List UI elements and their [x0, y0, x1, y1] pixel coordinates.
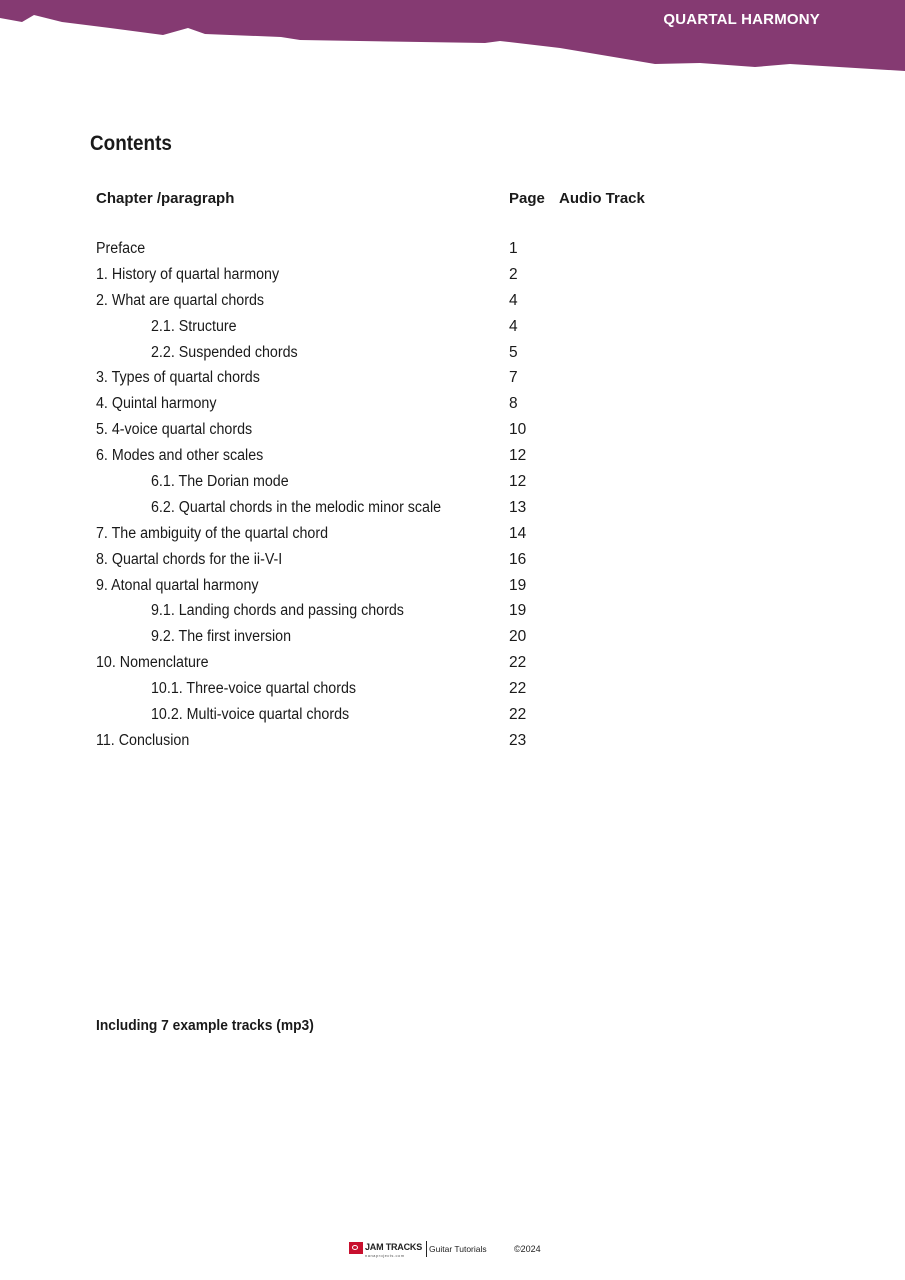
toc-entry-page: 19 [509, 576, 527, 594]
toc-entry [0, 525, 905, 551]
toc-entry-page: 5 [509, 343, 518, 361]
toc-entry [0, 421, 905, 447]
column-header-page: Page [509, 190, 545, 207]
toc-entry-page: 19 [509, 602, 527, 620]
toc-entry [0, 369, 905, 395]
toc-entry-title: 1. History of quartal harmony [96, 265, 280, 283]
toc-entry [0, 292, 905, 318]
toc-entry-title: 2.2. Suspended chords [151, 343, 298, 361]
toc-entry-title: 9. Atonal quartal harmony [96, 576, 259, 594]
footer-tagline: Guitar Tutorials [429, 1244, 487, 1254]
toc-entry-title: 7. The ambiguity of the quartal chord [96, 524, 328, 542]
toc-entry-title: 6.2. Quartal chords in the melodic minor scale [151, 498, 442, 516]
table-of-contents [0, 240, 905, 758]
footer-divider [426, 1241, 427, 1257]
toc-entry-page: 10 [509, 421, 527, 439]
toc-entry [0, 499, 905, 525]
toc-entry-page: 22 [509, 706, 527, 724]
toc-entry-title: 4. Quintal harmony [96, 395, 217, 413]
toc-entry [0, 680, 905, 706]
toc-entry-page: 13 [509, 498, 527, 516]
column-header-audio-track: Audio Track [559, 190, 645, 207]
toc-entry [0, 240, 905, 266]
toc-entry-title: 2. What are quartal chords [96, 291, 265, 309]
toc-entry-page: 7 [509, 369, 518, 387]
jam-tracks-logo-icon [349, 1242, 363, 1254]
column-header-chapter: Chapter /paragraph [96, 190, 235, 207]
toc-entry [0, 447, 905, 473]
toc-entry-title: 10. Nomenclature [96, 654, 209, 672]
toc-entry-title: 9.2. The first inversion [151, 628, 292, 646]
toc-entry-title: 8. Quartal chords for the ii-V-I [96, 550, 283, 568]
tracks-note: Including 7 example tracks (mp3) [96, 1017, 314, 1034]
toc-entry-title: 11. Conclusion [96, 731, 190, 749]
toc-entry-page: 22 [509, 680, 527, 698]
toc-entry-page: 12 [509, 447, 527, 465]
toc-entry [0, 344, 905, 370]
toc-entry-page: 2 [509, 265, 518, 283]
toc-entry [0, 706, 905, 732]
toc-entry-page: 22 [509, 654, 527, 672]
toc-entry-title: 3. Types of quartal chords [96, 369, 260, 387]
toc-entry-title: Preface [96, 240, 146, 257]
toc-entry [0, 473, 905, 499]
toc-entry-page: 23 [509, 731, 527, 749]
toc-entry-page: 16 [509, 550, 527, 568]
toc-entry [0, 266, 905, 292]
toc-entry-title: 6. Modes and other scales [96, 447, 264, 465]
toc-entry-title: 10.1. Three-voice quartal chords [151, 680, 357, 698]
document-title: QUARTAL HARMONY [663, 11, 820, 28]
toc-entry-page: 4 [509, 317, 518, 335]
toc-entry [0, 395, 905, 421]
toc-entry-title: 2.1. Structure [151, 317, 237, 335]
toc-entry [0, 732, 905, 758]
footer [349, 1240, 569, 1262]
toc-entry-page: 4 [509, 291, 518, 309]
toc-entry [0, 628, 905, 654]
toc-entry [0, 318, 905, 344]
toc-entry [0, 654, 905, 680]
toc-column-headers [0, 190, 905, 212]
toc-entry-title: 10.2. Multi-voice quartal chords [151, 706, 350, 724]
toc-entry-title: 9.1. Landing chords and passing chords [151, 602, 404, 620]
toc-entry-title: 6.1. The Dorian mode [151, 473, 289, 491]
footer-copyright: ©2024 [514, 1244, 541, 1254]
footer-brand-sub: nanaprojects.com [365, 1253, 405, 1258]
toc-entry-title: 5. 4-voice quartal chords [96, 421, 253, 439]
toc-entry-page: 14 [509, 524, 527, 542]
toc-entry-page: 12 [509, 473, 527, 491]
toc-entry [0, 577, 905, 603]
contents-heading: Contents [90, 132, 172, 155]
toc-entry [0, 551, 905, 577]
toc-entry-page: 8 [509, 395, 518, 413]
toc-entry-page: 1 [509, 240, 518, 257]
toc-entry-page: 20 [509, 628, 527, 646]
toc-entry [0, 602, 905, 628]
footer-brand: JAM TRACKS [365, 1242, 423, 1252]
